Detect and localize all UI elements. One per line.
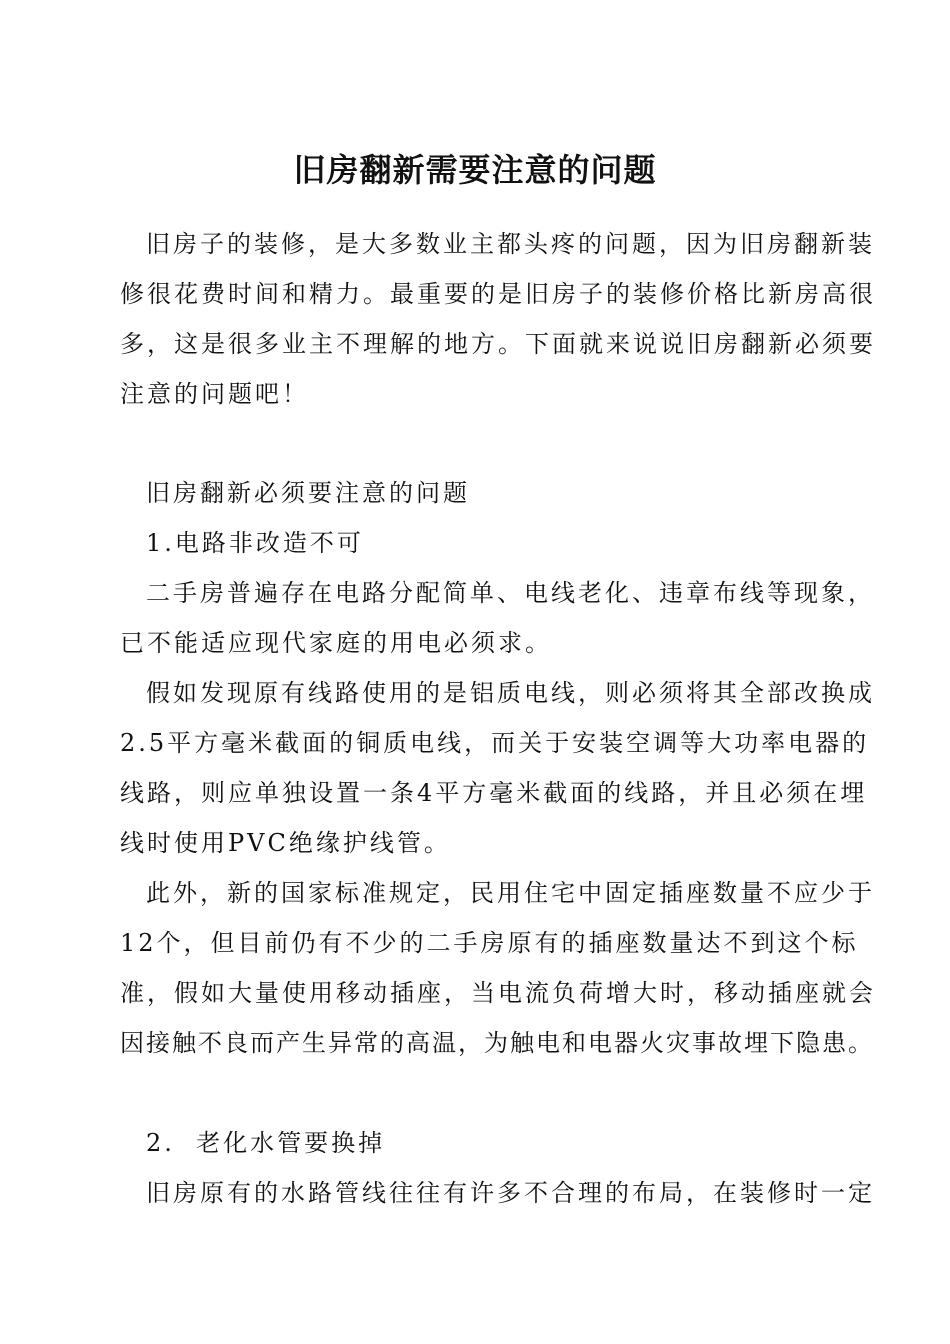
item1-p3-line-1: 此外，新的国家标准规定，民用住宅中固定插座数量不应少于 [146,879,875,907]
item1-p2-line-2: 2.5平方毫米截面的铜质电线，而关于安装空调等大功率电器的 [120,729,870,757]
item1-p3-line-3: 准，假如大量使用移动插座，当电流负荷增大时，移动插座就会 [120,979,876,1007]
item1-p3-line-2: 12个，但目前仍有不少的二手房原有的插座数量达不到这个标 [120,929,859,957]
item1-p3-line-4: 因接触不良而产生异常的高温，为触电和电器火灾事故埋下隐患。 [120,1029,874,1057]
intro-line-4: 注意的问题吧！ [120,380,309,408]
intro-line-3: 多，这是很多业主不理解的地方。下面就来说说旧房翻新必须要 [120,330,876,358]
item1-p2-line-1: 假如发现原有线路使用的是铝质电线，则必须将其全部改换成 [146,679,875,707]
intro-line-2: 修很花费时间和精力。最重要的是旧房子的装修价格比新房高很 [120,280,876,308]
section-heading: 旧房翻新必须要注意的问题 [146,479,470,507]
intro-line-1: 旧房子的装修，是大多数业主都头疼的问题，因为旧房翻新装 [146,230,875,258]
item1-p1-line-1: 二手房普遍存在电路分配简单、电线老化、违章布线等现象， [146,579,875,607]
item2-p1-line-1: 旧房原有的水路管线往往有许多不合理的布局，在装修时一定 [146,1179,875,1207]
document-title: 旧房翻新需要注意的问题 [293,151,657,189]
item1-p1-line-2: 已不能适应现代家庭的用电必须求。 [120,629,552,657]
item1-heading: 1.电路非改造不可 [146,529,364,557]
item1-p2-line-3: 线路，则应单独设置一条4平方毫米截面的线路，并且必须在埋 [120,779,868,807]
item2-heading: 2. 老化水管要换掉 [146,1129,386,1157]
item1-p2-line-4: 线时使用PVC绝缘护线管。 [120,829,451,857]
